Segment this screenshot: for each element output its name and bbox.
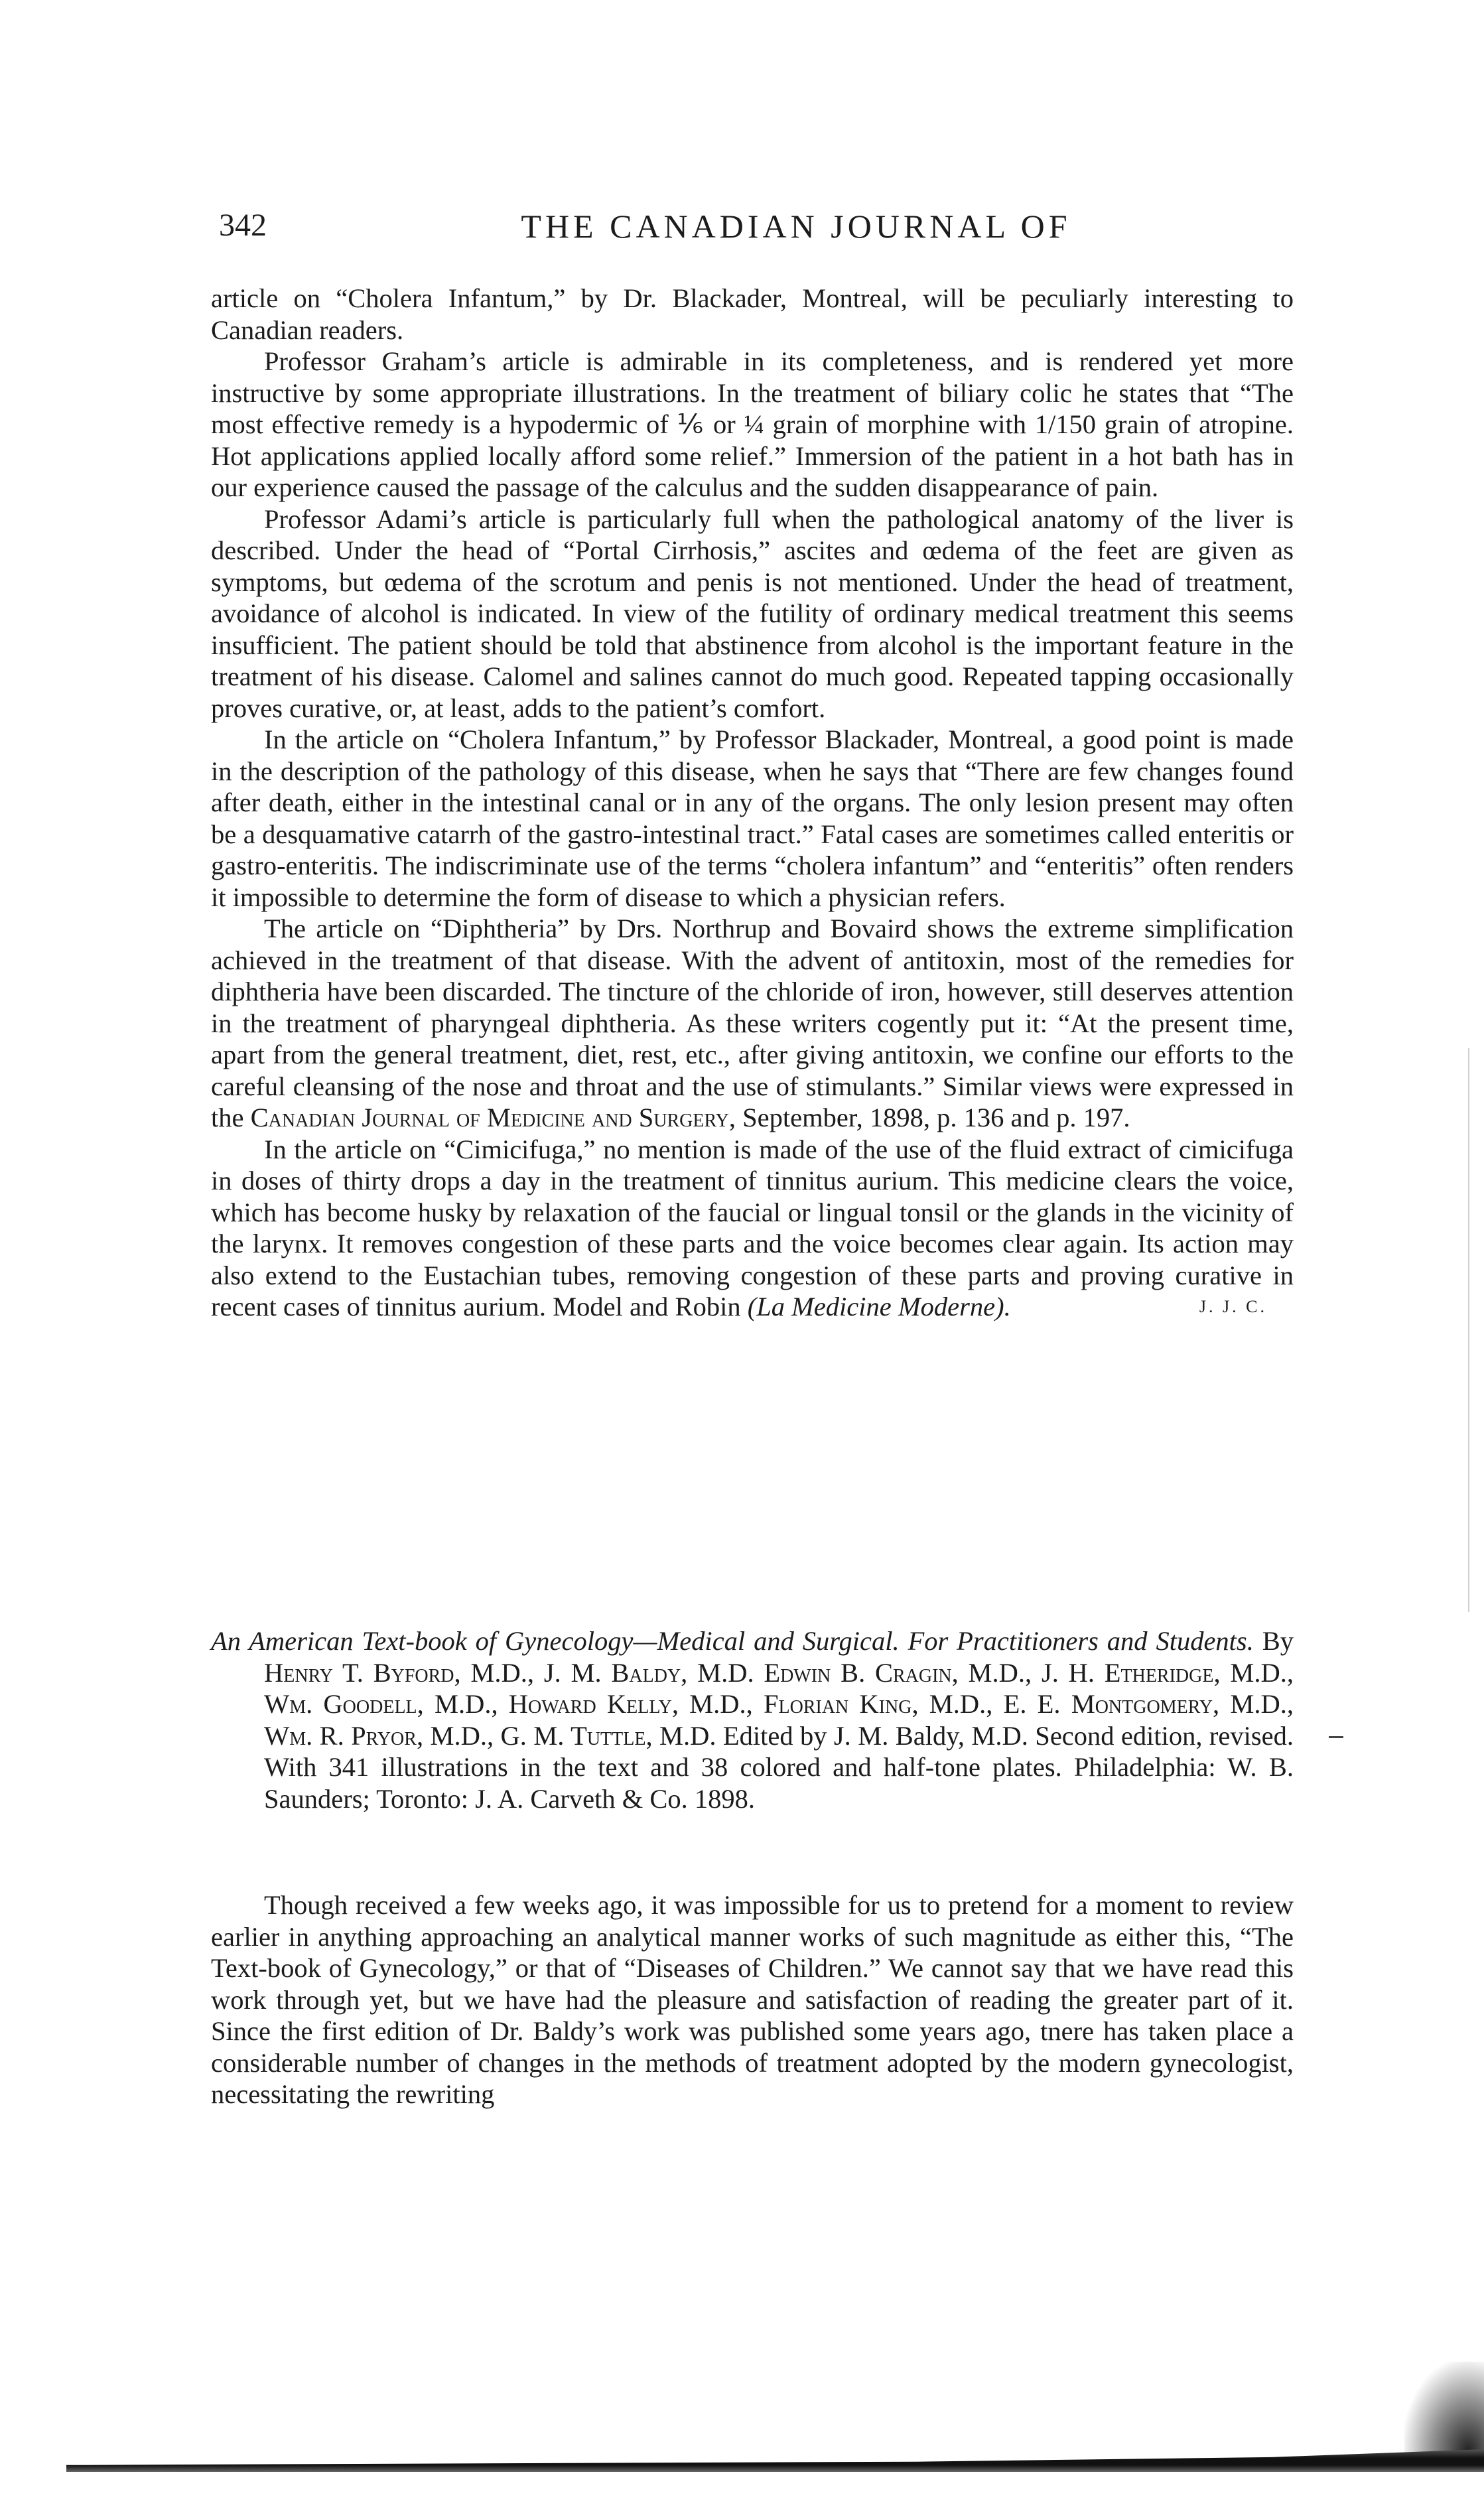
page-number: 342 [219,208,267,243]
book-title: An American Text-book of Gynecology—Medical and Surgical. For Practitioners and Students. [211,1626,1254,1656]
margin-scan-line [1468,1048,1469,1612]
review-paragraph: Though received a few weeks ago, it was impossible for us to pretend for a moment to review earlier in anything approaching an analytical manner works of such magnitude as either this, “The Text-book of Gynecology,” or that of “Diseases of Children.” We cannot say that we have read this work through yet, but we have had the pleasure and satisfaction of reading the greater part of it. Since the first edition of Dr. Baldy’s work was published some years ago, tnere has taken place a considerable number of changes in the methods of treatment adopted by the modern gynecologist, necessitating the rewriting [211,1890,1294,2109]
book-authors: Henry T. Byford, M.D., J. M. Baldy, M.D. Edwin B. Cragin, M.D., J. H. Etheridge, M.D., Wm. Goodell, M.D., Howard Kelly, M.D., Florian King, M.D., E. E. Montgomery, M.D., Wm. R. Pryor, M.D., G. M. Tuttle, M.D. [264,1657,1294,1751]
paragraph-cimicifuga-text: In the article on “Cimicifuga,” no mention is made of the use of the fluid extract of cimicifuga in doses of thirty drops a day in the treatment of tinnitus aurium. This medicine clears the voice, which has become husky by relaxation of the faucial or lingual tonsil or the glands in the vicinity of the larynx. It removes congestion of these parts and the voice becomes clear again. Its action may also extend to the Eustachian tubes, removing congestion of these parts and proving curative in recent cases of tinnitus aurium. Model and Robin [211,1134,1294,1321]
journal-reference-details: , September, 1898, p. 136 and p. 197. [728,1103,1130,1132]
review-citation [211,1625,1294,1814]
paragraph-graham: Professor Graham’s article is admirable in its completeness, and is rendered yet more instructive by some appropriate illustrations. In the treatment of biliary colic he states that “The most effective remedy is a hypodermic of ⅙ or ¼ grain of morphine with 1/150 grain of atropine. Hot applications applied locally afford some relief.” Immersion of the patient in a hot bath has in our experience caused the passage of the calculus and the sudden disappearance of pain. [211,346,1294,502]
scan-bottom-edge [66,2449,1484,2472]
scan-smudge [1404,2362,1484,2461]
reviewer-initials: J. J. C. [1199,1297,1267,1316]
paragraph-cholera-intro: article on “Cholera Infantum,” by Dr. Blackader, Montreal, will be peculiarly interesting to Canadian readers. [211,283,1294,345]
review-body [211,1889,1294,2110]
review-heading [211,1625,1294,1814]
book-by: By [1262,1626,1294,1656]
margin-dash [1329,1736,1343,1738]
running-title: THE CANADIAN JOURNAL OF [521,208,1071,245]
paragraph-adami: Professor Adami’s article is particularly full when the pathological anatomy of the liver is described. Under the head of “Portal Cirrhosis,” ascites and œdema of the feet are given as symptoms, but œdema of the scrotum and penis is not mentioned. Under the head of treatment, avoidance of alcohol is indicated. In view of the futility of ordinary medical treatment this seems insufficient. The patient should be told that abstinence from alcohol is the important feature in the treatment of his disease. Calomel and salines cannot do much good. Repeated tapping occasionally proves curative, or, at least, adds to the patient’s comfort. [211,504,1294,723]
page-header [219,207,1294,253]
book-details: Edited by J. M. Baldy, M.D. Second edition, revised. With 341 illustrations in the text and 38 colored and half-tone plates. Philadelphia: W. B. Saunders; Toronto: J. A. Carveth & Co. 1898. [264,1720,1294,1814]
paragraph-cholera-infantum: In the article on “Cholera Infantum,” by Professor Blackader, Montreal, a good point is made in the description of the pathology of this disease, when he says that “There are few changes found after death, either in the intestinal canal or in any of the organs. The only lesion present may often be a desquamative catarrh of the gastro-intestinal tract.” Fatal cases are sometimes called enteritis or gastro-enteritis. The indiscriminate use of the terms “cholera infantum” and “enteritis” often renders it impossible to determine the form of disease to which a physician refers. [211,724,1294,912]
journal-reference: Canadian Journal of Medicine and Surgery [250,1103,729,1132]
cimicifuga-source: (La Medicine Moderne). [747,1292,1011,1321]
article-body [211,283,1294,1323]
paragraph-diphtheria-text: The article on “Diphtheria” by Drs. Northrup and Bovaird shows the extreme simplification achieved in the treatment of that disease. With the advent of antitoxin, most of the remedies for diphtheria have been discarded. The tincture of the chloride of iron, however, still deserves attention in the treatment of pharyngeal diphtheria. As these writers cogently put it: “At the present time, apart from the general treatment, diet, rest, etc., after giving antitoxin, we confine our efforts to the careful cleansing of the nose and throat and the use of stimulants.” Similar views were expressed in the [211,914,1294,1132]
paragraph-diphtheria [211,913,1294,1134]
